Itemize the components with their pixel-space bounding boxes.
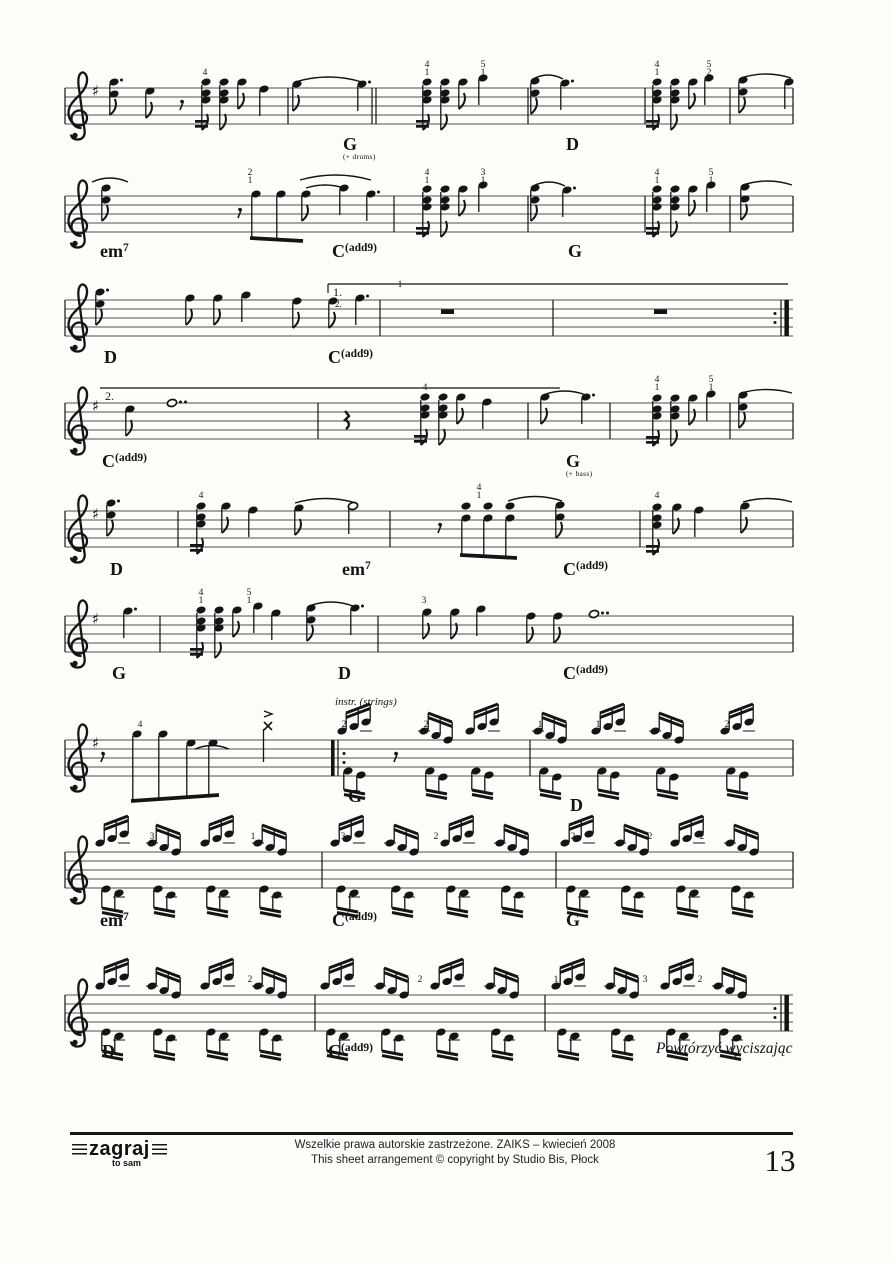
fingering-numbers: 3 — [340, 832, 346, 842]
fingering-numbers: 4 1 — [424, 60, 430, 78]
staff-system-7 — [65, 704, 793, 801]
fingering-numbers: 4 1 — [654, 168, 660, 186]
fingering-numbers: 4 — [654, 491, 660, 501]
svg-text:♯: ♯ — [92, 397, 100, 415]
fingering-numbers: 4 1 — [654, 375, 660, 393]
chord-label: $C^{(add9)}$ — [102, 451, 147, 471]
footer-divider — [70, 1132, 793, 1135]
chord-label: G — [566, 910, 581, 930]
svg-text:♯: ♯ — [92, 610, 100, 628]
chord-label: $em^7$ — [100, 241, 129, 261]
chord-label: G — [348, 786, 363, 806]
fingering-numbers: 4 1 — [424, 168, 430, 186]
fingering-numbers: 2 — [570, 832, 576, 842]
fingering-numbers: 2 — [341, 720, 347, 730]
fingering-numbers: 2 1 — [247, 168, 253, 186]
copyright-line-1: Wszelkie prawa autorskie zastrzeżone. ZAIKS – kwiecień 2008 — [294, 1139, 616, 1151]
fingering-numbers: 2 — [724, 720, 730, 730]
fingering-numbers: 4 — [202, 68, 208, 78]
volta-label: 2. — [105, 389, 114, 403]
svg-text:♯: ♯ — [92, 734, 100, 752]
fingering-numbers: 5 1 — [708, 375, 714, 393]
chord-label: $C^{(add9)}$ — [332, 910, 377, 930]
staff-system-4 — [65, 388, 793, 455]
chord-label: D — [566, 134, 579, 154]
chord-label: D — [110, 559, 123, 579]
staff-system-8 — [65, 816, 793, 917]
fingering-numbers: 1 — [537, 720, 543, 730]
zagraj-logo — [72, 1138, 167, 1168]
fingering-numbers: 4 1 — [654, 60, 660, 78]
staff-system-5 — [65, 496, 793, 563]
fingering-numbers: 4 — [198, 491, 204, 501]
fingering-numbers: 2 — [247, 975, 253, 985]
chord-label: $C^{(add9)}$ — [563, 663, 608, 683]
fingering-numbers: 1 — [250, 832, 256, 842]
fingering-numbers: 4 1 — [476, 483, 482, 501]
staff-system-1 — [65, 73, 794, 140]
chord-label: D — [102, 1041, 115, 1061]
fingering-numbers: 2 — [697, 975, 703, 985]
volta-label: 1. 2. — [333, 285, 342, 309]
svg-text:♯: ♯ — [92, 505, 100, 523]
fingering-numbers: 2 — [417, 975, 423, 985]
fingering-numbers: 4 1 — [198, 588, 204, 606]
chord-label: G (+ drums) — [343, 134, 376, 161]
fingering-numbers: 3 — [149, 832, 155, 842]
chord-label: $C^{(add9)}$ — [328, 1041, 373, 1061]
logo-sub-text: to sam — [112, 1158, 142, 1168]
staff-system-3 — [65, 284, 793, 352]
fingering-numbers: 2 — [647, 832, 653, 842]
chord-label: D — [104, 347, 117, 367]
fingering-numbers: 2 — [423, 720, 429, 730]
logo-stripes-left-icon — [72, 1144, 87, 1155]
chord-label: $em^7$ — [342, 559, 371, 579]
copyright-line-2: This sheet arrangement © copyright by Studio Bis, Płock — [311, 1153, 599, 1166]
fingering-numbers: 3 1 — [480, 168, 486, 186]
chord-label: D — [338, 663, 351, 683]
staff-system-6 — [65, 601, 793, 668]
logo-main-text: zagraj — [89, 1138, 150, 1160]
chord-label: $C^{(add9)}$ — [332, 241, 377, 261]
fingering-numbers: 2 — [699, 832, 705, 842]
fingering-numbers: 1 — [553, 975, 559, 985]
fingering-numbers: 5 1 — [246, 588, 252, 606]
chord-label: G — [568, 241, 583, 261]
fingering-numbers: 5 1 — [480, 60, 486, 78]
page-number: 13 — [764, 1143, 796, 1178]
fingering-numbers: 4 — [137, 720, 143, 730]
fingering-numbers: 1 — [522, 832, 528, 842]
fingering-numbers: 1 — [595, 720, 601, 730]
fingering-numbers: 3 — [421, 596, 427, 606]
logo-stripes-right-icon — [152, 1144, 167, 1155]
fingering-numbers: 1 — [397, 280, 403, 290]
svg-text:♯: ♯ — [92, 82, 100, 100]
fingering-numbers: 4 — [422, 383, 428, 393]
chord-label: G — [112, 663, 127, 683]
annotation-repeat-fade: Powtórzyć wyciszając — [656, 1040, 793, 1057]
chord-label: D — [570, 795, 583, 815]
chord-label: G (+ bass) — [566, 451, 593, 478]
fingering-numbers: 2 — [433, 832, 439, 842]
fingering-numbers: 5 2 — [706, 60, 712, 78]
fingering-numbers: 5 1 — [708, 168, 714, 186]
copyright-notice — [245, 1138, 665, 1167]
annotation-instrumentation: instr. (strings) — [335, 696, 397, 708]
fingering-numbers: 3 — [642, 975, 648, 985]
chord-label: $em^7$ — [100, 910, 129, 930]
chord-label: $C^{(add9)}$ — [563, 559, 608, 579]
chord-label: $C^{(add9)}$ — [328, 347, 373, 367]
